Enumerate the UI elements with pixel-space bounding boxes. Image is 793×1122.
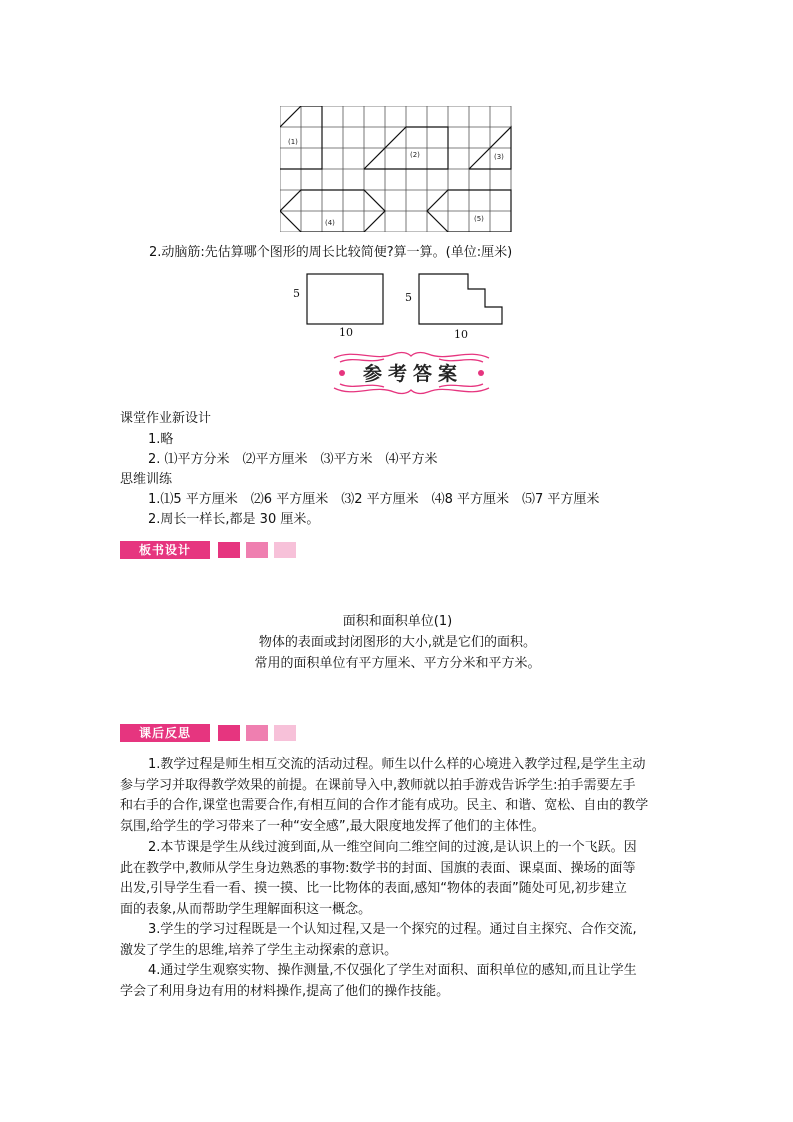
answers-section-1-title: 课堂作业新设计 <box>120 411 212 426</box>
answers-item-4: 2.周长一样长,都是 30 厘米。 <box>148 512 320 527</box>
grid-label-2: (2) <box>410 151 420 159</box>
reflection-p1-line-3: 和右手的合作,课堂也需要合作,有相互间的合作才能有成功。民主、和谐、宽松、自由的教学 <box>120 798 649 814</box>
shape-b-stepped <box>400 272 510 344</box>
shape-b-height-label: 5 <box>405 291 412 304</box>
reflection-p1-line-2: 参与学习并取得教学效果的前提。在课前导入中,教师就以拍手游戏告诉学生:拍手需要左手 <box>120 777 636 793</box>
reflection-paragraph-4 <box>120 961 675 1002</box>
grid-label-1: (1) <box>288 138 298 146</box>
board-design-title: 面积和面积单位(1) <box>342 614 453 629</box>
shape-a-rectangle <box>288 272 388 342</box>
reflection-paragraph-3 <box>120 920 675 961</box>
reflection-p2-line-1: 2.本节课是学生从线过渡到面,从一维空间向二维空间的过渡,是认识上的一个飞跃。因 <box>148 840 637 855</box>
answers-item-3: 1.⑴5 平方厘米 ⑵6 平方厘米 ⑶2 平方厘米 ⑷8 平方厘米 ⑸7 平方厘米 <box>148 492 600 507</box>
answer-banner <box>324 344 499 400</box>
reflection-p1-line-1: 1.教学过程是师生相互交流的活动过程。师生以什么样的心境进入教学过程,是学生主动 <box>148 757 646 772</box>
reflection-p2-line-3: 出发,引导学生看一看、摸一摸、比一比物体的表面,感知“物体的表面”随处可见,初步建立 <box>120 881 627 897</box>
shape-b-width-label: 10 <box>454 328 468 341</box>
reflection-paragraph-2 <box>120 838 675 920</box>
board-design-banner <box>120 541 296 559</box>
reflection-p4-line-1: 4.通过学生观察实物、操作测量,不仅强化了学生对面积、面积单位的感知,而且让学生 <box>148 963 637 978</box>
answers-section-2-title: 思维训练 <box>120 472 173 487</box>
question-2-text: 2.动脑筋:先估算哪个图形的周长比较简便?算一算。(单位:厘米) <box>149 245 513 260</box>
reflection-p3-line-1: 3.学生的学习过程既是一个认知过程,又是一个探究的过程。通过自主探究、合作交流, <box>148 922 637 937</box>
reflection-p3-line-2: 激发了学生的思维,培养了学生主动探索的意识。 <box>120 942 398 958</box>
reflection-p2-line-2: 此在教学中,教师从学生身边熟悉的事物:数学书的封面、国旗的表面、课桌面、操场的面等 <box>120 860 636 876</box>
shape-a-height-label: 5 <box>293 287 300 300</box>
answers-item-2: 2. ⑴平方分米 ⑵平方厘米 ⑶平方米 ⑷平方米 <box>148 452 438 467</box>
reflection-banner-label: 课后反思 <box>120 724 210 742</box>
grid-figure <box>280 106 514 232</box>
shape-a-width-label: 10 <box>339 326 353 339</box>
answer-banner-title: 参考答案 <box>363 363 464 385</box>
grid-label-3: (3) <box>494 153 504 161</box>
board-design-banner-label: 板书设计 <box>120 541 210 559</box>
reflection-p4-line-2: 学会了利用身边有用的材料操作,提高了他们的操作技能。 <box>120 983 450 999</box>
reflection-banner <box>120 724 296 742</box>
grid-label-5: (5) <box>474 215 484 223</box>
grid-label-4: (4) <box>325 219 335 227</box>
reflection-p2-line-4: 面的表象,从而帮助学生理解面积这一概念。 <box>120 901 372 917</box>
board-design-line-1: 物体的表面或封闭图形的大小,就是它们的面积。 <box>258 635 537 650</box>
board-design-line-2: 常用的面积单位有平方厘米、平方分米和平方米。 <box>254 656 541 671</box>
reflection-paragraph-1 <box>120 755 675 837</box>
answers-item-1: 1.略 <box>148 432 174 447</box>
reflection-p1-line-4: 氛围,给学生的学习带来了一种“安全感”,最大限度地发挥了他们的主体性。 <box>120 818 545 834</box>
